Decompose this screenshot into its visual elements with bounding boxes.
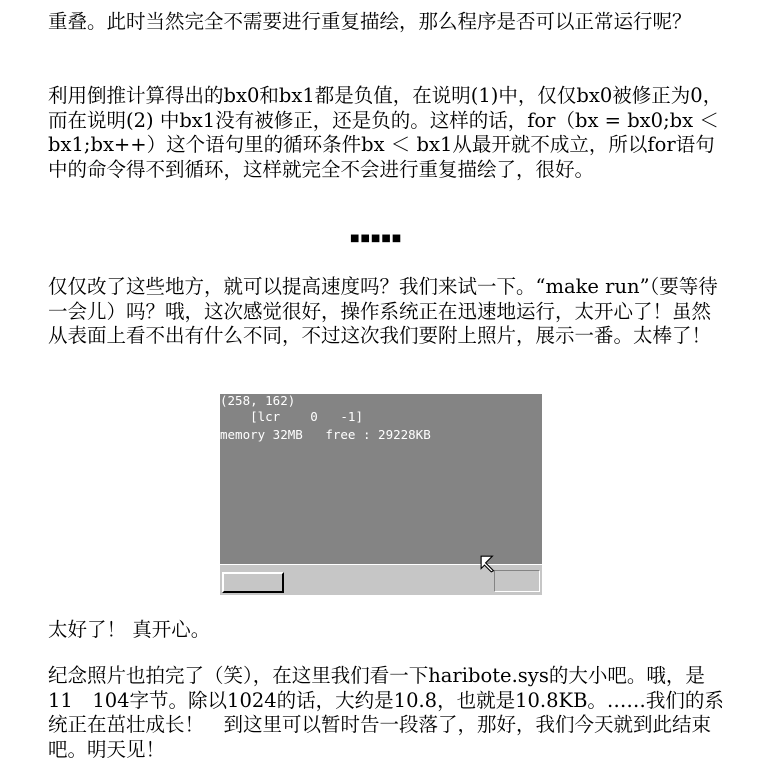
start-button[interactable] [222, 572, 284, 593]
paragraph-conclusion: 纪念照片也拍完了（笑），在这里我们看一下haribote.sys的大小吧。哦，是11 104字节。除以1024的话，大约是10.8，也就是10.8KB。……我们的系统正在茁壮成长！ 到这里可以暂时告一段落了，那好，我们今天就到此结束吧。明天见！ [48, 664, 724, 761]
os-screenshot [220, 394, 542, 595]
paragraph-intro: 重叠。此时当然完全不需要进行重复描绘，那么程序是否可以正常运行呢？ [48, 10, 692, 33]
system-tray [494, 570, 540, 592]
paragraph-happy: 太好了！ 真开心。 [48, 618, 211, 641]
paragraph-explanation: 利用倒推计算得出的bx0和bx1都是负值，在说明(1)中，仅仅bx0被修正为0，而在说明(2) 中bx1没有被修正，还是负的。这样的话，for（bx = bx0;bx ＜ bx1;bx++）这个语句里的循环条件bx ＜ bx1从最开就不成立，所以for语句中的命令得不到循环，这样就完全不会进行重复描绘了，很好。 [48, 84, 723, 181]
mouse-coordinates: (258, 162) [220, 394, 296, 408]
mouse-cursor-icon [480, 555, 498, 573]
section-separator: ■■■■■ [350, 233, 403, 244]
memory-info: memory 32MB free : 29228KB [220, 427, 431, 442]
paragraph-test-run: 仅仅改了这些地方，就可以提高速度吗？我们来试一下。“make run”（要等待一会儿）吗？哦，这次感觉很好，操作系统正在迅速地运行，太开心了！虽然从表面上看不出有什么不同，不过这次我们要附上照片，展示一番。太棒了！ [48, 275, 718, 347]
mouse-button-state: [lcr 0 -1] [220, 409, 363, 424]
